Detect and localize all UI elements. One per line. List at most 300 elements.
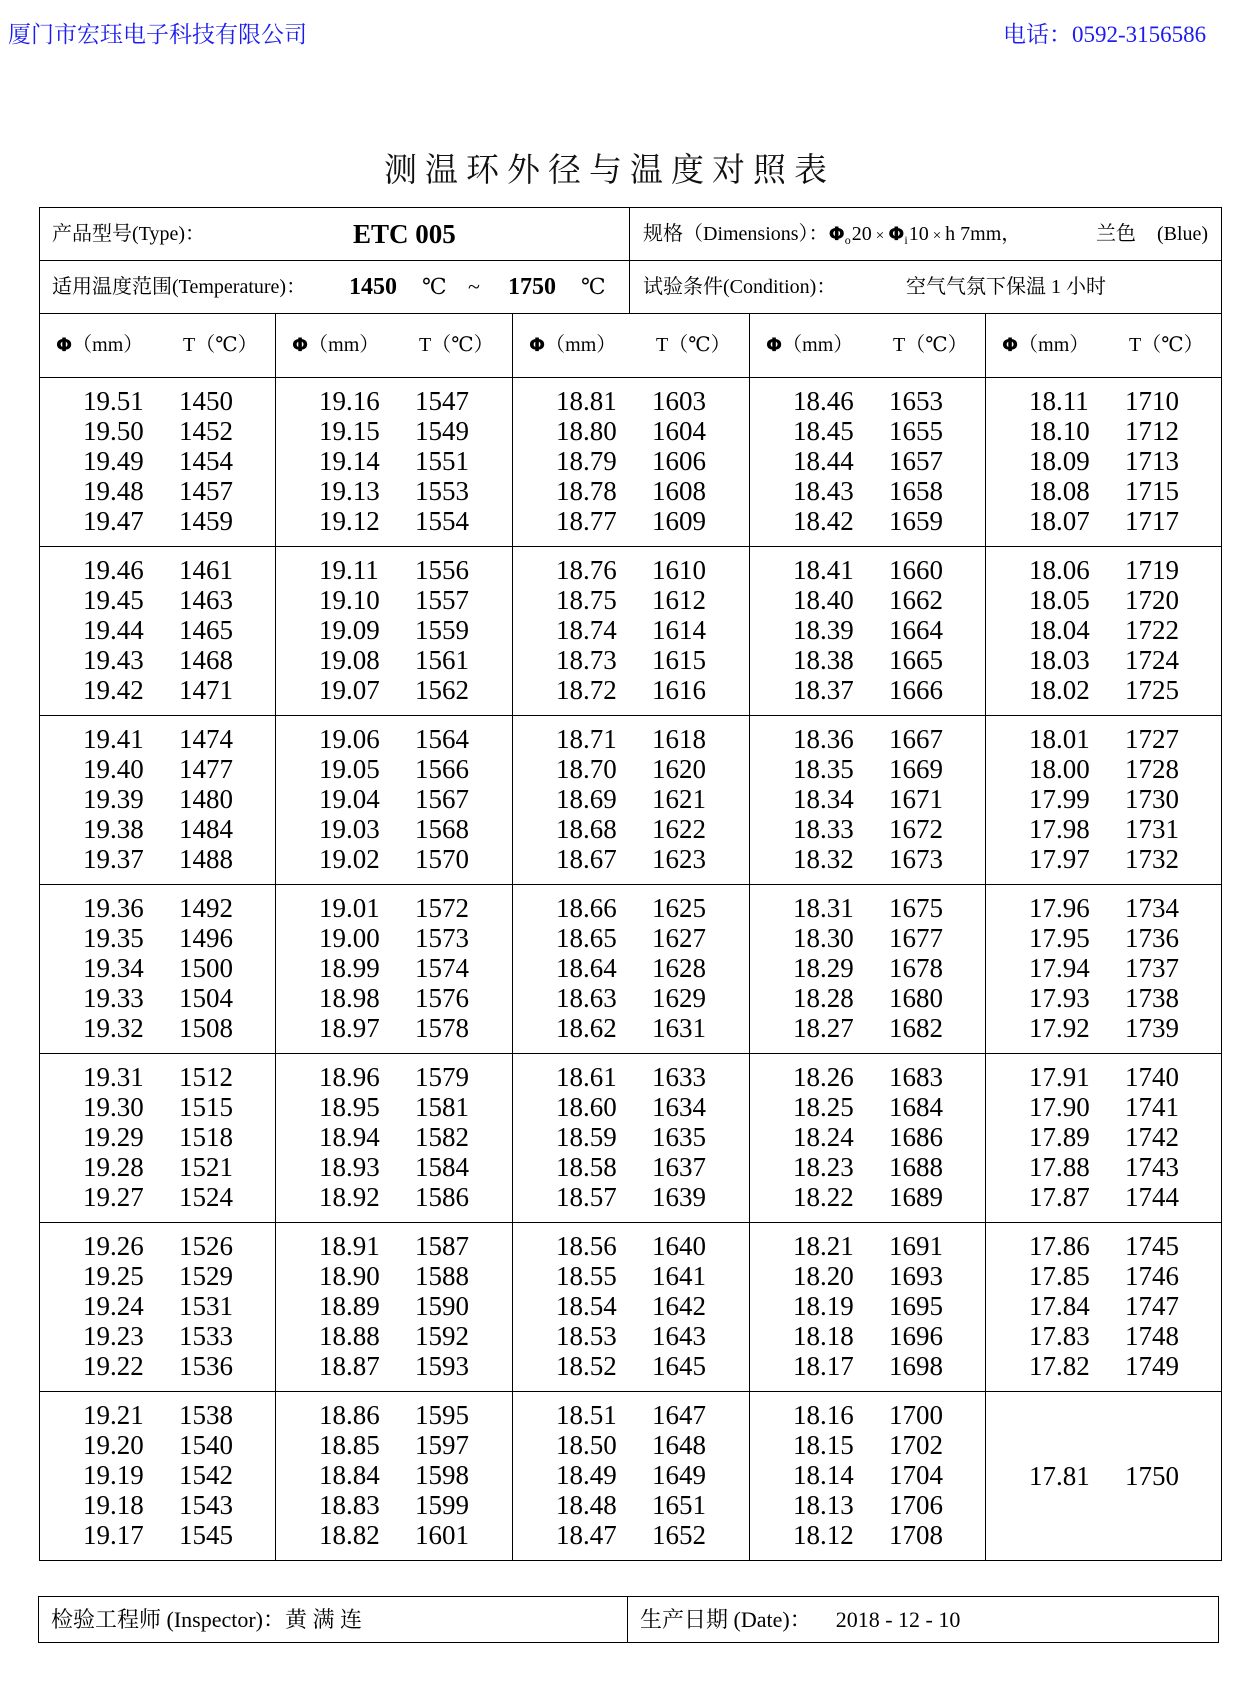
temperature-value: 1641 xyxy=(652,1261,706,1291)
diameter-value: 19.05 xyxy=(319,754,380,784)
phi-symbol: Φ xyxy=(766,334,783,356)
table-row xyxy=(40,506,275,536)
column-header xyxy=(512,314,749,377)
table-row xyxy=(986,814,1221,844)
diameter-value: 18.55 xyxy=(556,1261,617,1291)
table-row xyxy=(513,1231,749,1261)
table-row xyxy=(986,506,1221,536)
temperature-value: 1588 xyxy=(415,1261,469,1291)
diameter-value: 19.06 xyxy=(319,724,380,754)
table-row xyxy=(750,1182,985,1212)
table-row xyxy=(513,645,749,675)
outer-subscript: o xyxy=(844,233,851,247)
temperature-value: 1579 xyxy=(415,1062,469,1092)
temperature-value: 1564 xyxy=(415,724,469,754)
inspector-label: 检验工程师 (Inspector)： xyxy=(51,1607,286,1632)
diameter-value: 18.05 xyxy=(1029,585,1090,615)
table-row xyxy=(750,1291,985,1321)
diameter-value: 18.19 xyxy=(793,1291,854,1321)
table-row xyxy=(276,893,512,923)
temperature-value: 1599 xyxy=(415,1490,469,1520)
table-cell xyxy=(40,547,275,715)
temperature-value: 1492 xyxy=(179,893,233,923)
diameter-value: 18.45 xyxy=(793,416,854,446)
diameter-value: 17.90 xyxy=(1029,1092,1090,1122)
diameter-value: 17.84 xyxy=(1029,1291,1090,1321)
table-row xyxy=(986,983,1221,1013)
table-row xyxy=(750,814,985,844)
diameter-value: 18.87 xyxy=(319,1351,380,1381)
temperature-header: T（℃） xyxy=(893,334,968,356)
temperature-value: 1658 xyxy=(889,476,943,506)
diameter-value: 18.13 xyxy=(793,1490,854,1520)
temperature-value: 1521 xyxy=(179,1152,233,1182)
diameter-value: 18.89 xyxy=(319,1291,380,1321)
diameter-value: 18.73 xyxy=(556,645,617,675)
temperature-value: 1603 xyxy=(652,386,706,416)
temperature-value: 1748 xyxy=(1125,1321,1179,1351)
temperature-value: 1736 xyxy=(1125,923,1179,953)
diameter-value: 18.35 xyxy=(793,754,854,784)
diameter-value: 18.12 xyxy=(793,1520,854,1550)
table-row xyxy=(986,1261,1221,1291)
temperature-value: 1698 xyxy=(889,1351,943,1381)
diameter-unit: （mm） xyxy=(782,334,854,356)
diameter-value: 19.21 xyxy=(83,1400,144,1430)
table-row xyxy=(40,893,275,923)
table-row xyxy=(986,893,1221,923)
dimensions-spec xyxy=(643,208,1021,266)
diameter-value: 17.99 xyxy=(1029,784,1090,814)
table-row xyxy=(750,923,985,953)
temperature-value: 1678 xyxy=(889,953,943,983)
inner-diameter-symbol: Φ xyxy=(888,223,905,245)
diameter-value: 18.29 xyxy=(793,953,854,983)
diameter-value: 18.77 xyxy=(556,506,617,536)
table-row xyxy=(750,1490,985,1520)
diameter-value: 18.11 xyxy=(1029,386,1089,416)
diameter-value: 19.28 xyxy=(83,1152,144,1182)
diameter-value: 18.25 xyxy=(793,1092,854,1122)
table-row xyxy=(40,814,275,844)
table-row xyxy=(750,784,985,814)
diameter-value: 19.00 xyxy=(319,923,380,953)
diameter-value: 19.24 xyxy=(83,1291,144,1321)
table-block-row xyxy=(40,885,1221,1054)
table-row xyxy=(513,416,749,446)
temperature-value: 1496 xyxy=(179,923,233,953)
table-row xyxy=(513,585,749,615)
temperature-value: 1745 xyxy=(1125,1231,1179,1261)
diameter-value: 19.32 xyxy=(83,1013,144,1043)
diameter-header xyxy=(56,314,143,377)
temperature-value: 1682 xyxy=(889,1013,943,1043)
temperature-value: 1660 xyxy=(889,555,943,585)
temperature-value: 1657 xyxy=(889,446,943,476)
table-row xyxy=(513,1321,749,1351)
temperature-value: 1474 xyxy=(179,724,233,754)
temperature-value: 1609 xyxy=(652,506,706,536)
table-row xyxy=(986,386,1221,416)
diameter-value: 17.82 xyxy=(1029,1351,1090,1381)
temperature-header: T（℃） xyxy=(1129,334,1204,356)
temperature-value: 1587 xyxy=(415,1231,469,1261)
diameter-value: 18.56 xyxy=(556,1231,617,1261)
diameter-value: 18.50 xyxy=(556,1430,617,1460)
temperature-value: 1593 xyxy=(415,1351,469,1381)
table-row xyxy=(40,446,275,476)
diameter-value: 17.94 xyxy=(1029,953,1090,983)
diameter-value: 18.70 xyxy=(556,754,617,784)
diameter-value: 18.34 xyxy=(793,784,854,814)
diameter-value: 18.22 xyxy=(793,1182,854,1212)
table-row xyxy=(40,585,275,615)
diameter-value: 18.27 xyxy=(793,1013,854,1043)
table-row xyxy=(750,983,985,1013)
temperature-value: 1529 xyxy=(179,1261,233,1291)
diameter-value: 17.89 xyxy=(1029,1122,1090,1152)
temperature-value: 1471 xyxy=(179,675,233,705)
condition-label: 试验条件(Condition)： xyxy=(643,276,837,298)
table-row xyxy=(750,1430,985,1460)
table-row xyxy=(513,386,749,416)
temperature-value: 1727 xyxy=(1125,724,1179,754)
diameter-value: 18.98 xyxy=(319,983,380,1013)
table-row xyxy=(750,893,985,923)
table-cell xyxy=(749,378,985,546)
diameter-value: 18.14 xyxy=(793,1460,854,1490)
diameter-value: 17.92 xyxy=(1029,1013,1090,1043)
table-row xyxy=(276,585,512,615)
diameter-value: 17.87 xyxy=(1029,1182,1090,1212)
table-row xyxy=(513,555,749,585)
table-row xyxy=(513,1490,749,1520)
diameter-value: 19.20 xyxy=(83,1430,144,1460)
height-value: h 7mm， xyxy=(945,223,1022,245)
table-row xyxy=(750,724,985,754)
table-row xyxy=(750,1122,985,1152)
diameter-value: 19.30 xyxy=(83,1092,144,1122)
table-row xyxy=(513,615,749,645)
diameter-value: 18.96 xyxy=(319,1062,380,1092)
table-row xyxy=(513,1092,749,1122)
diameter-value: 18.53 xyxy=(556,1321,617,1351)
diameter-value: 19.15 xyxy=(319,416,380,446)
table-row xyxy=(40,675,275,705)
table-row xyxy=(750,675,985,705)
table-row xyxy=(513,1460,749,1490)
diameter-value: 19.37 xyxy=(83,844,144,874)
dimensions-label: 规格（Dimensions）： xyxy=(643,223,829,245)
table-row xyxy=(276,506,512,536)
type-label: 产品型号(Type)： xyxy=(52,223,206,245)
temperature-value: 1728 xyxy=(1125,754,1179,784)
diameter-value: 19.48 xyxy=(83,476,144,506)
diameter-value: 19.27 xyxy=(83,1182,144,1212)
table-cell xyxy=(985,1054,1221,1222)
range-separator: ~ xyxy=(468,274,480,299)
diameter-value: 18.57 xyxy=(556,1182,617,1212)
temperature-value: 1664 xyxy=(889,615,943,645)
diameter-value: 18.68 xyxy=(556,814,617,844)
table-row xyxy=(40,1460,275,1490)
table-cell xyxy=(275,885,512,1053)
diameter-value: 19.26 xyxy=(83,1231,144,1261)
temperature-value: 1717 xyxy=(1125,506,1179,536)
table-row xyxy=(40,555,275,585)
calibration-table xyxy=(39,207,1222,1561)
temperature-value: 1512 xyxy=(179,1062,233,1092)
diameter-value: 18.17 xyxy=(793,1351,854,1381)
table-row xyxy=(750,615,985,645)
table-row xyxy=(276,1520,512,1550)
diameter-value: 18.28 xyxy=(793,983,854,1013)
temperature-value: 1712 xyxy=(1125,416,1179,446)
table-row xyxy=(276,1351,512,1381)
table-row xyxy=(750,1092,985,1122)
diameter-value: 17.98 xyxy=(1029,814,1090,844)
table-row xyxy=(276,1231,512,1261)
temperature-value: 1706 xyxy=(889,1490,943,1520)
diameter-value: 18.81 xyxy=(556,386,617,416)
temperature-value: 1700 xyxy=(889,1400,943,1430)
table-row xyxy=(40,416,275,446)
table-row xyxy=(40,615,275,645)
table-cell xyxy=(749,1054,985,1222)
column-header xyxy=(985,314,1221,377)
temperature-value: 1576 xyxy=(415,983,469,1013)
column-header xyxy=(749,314,985,377)
table-row xyxy=(276,754,512,784)
diameter-value: 18.93 xyxy=(319,1152,380,1182)
diameter-value: 18.02 xyxy=(1029,675,1090,705)
table-cell xyxy=(512,716,749,884)
temperature-value: 1743 xyxy=(1125,1152,1179,1182)
temperature-value: 1518 xyxy=(179,1122,233,1152)
temperature-value: 1640 xyxy=(652,1231,706,1261)
diameter-value: 18.18 xyxy=(793,1321,854,1351)
table-cell xyxy=(985,547,1221,715)
table-row xyxy=(276,983,512,1013)
table-row xyxy=(40,844,275,874)
table-row xyxy=(40,645,275,675)
diameter-value: 18.03 xyxy=(1029,645,1090,675)
temperature-value: 1504 xyxy=(179,983,233,1013)
diameter-value: 18.32 xyxy=(793,844,854,874)
diameter-value: 18.74 xyxy=(556,615,617,645)
temperature-value: 1542 xyxy=(179,1460,233,1490)
temperature-value: 1693 xyxy=(889,1261,943,1291)
temperature-value: 1741 xyxy=(1125,1092,1179,1122)
temperature-value: 1559 xyxy=(415,615,469,645)
table-row xyxy=(40,1182,275,1212)
diameter-value: 18.20 xyxy=(793,1261,854,1291)
table-cell xyxy=(275,716,512,884)
table-cell xyxy=(749,1223,985,1391)
diameter-value: 18.58 xyxy=(556,1152,617,1182)
temperature-value: 1592 xyxy=(415,1321,469,1351)
temperature-value: 1572 xyxy=(415,893,469,923)
table-cell xyxy=(40,885,275,1053)
temperature-value: 1553 xyxy=(415,476,469,506)
temperature-value: 1622 xyxy=(652,814,706,844)
table-row xyxy=(986,1461,1221,1491)
temperature-value: 1578 xyxy=(415,1013,469,1043)
diameter-value: 18.38 xyxy=(793,645,854,675)
outer-diameter-value: 20 xyxy=(851,223,872,245)
diameter-value: 19.11 xyxy=(319,555,379,585)
table-row xyxy=(513,1351,749,1381)
diameter-value: 19.07 xyxy=(319,675,380,705)
temperature-value: 1465 xyxy=(179,615,233,645)
table-row xyxy=(750,446,985,476)
table-row xyxy=(40,1092,275,1122)
temperature-value: 1581 xyxy=(415,1092,469,1122)
condition-cell xyxy=(630,261,1221,313)
diameter-value: 18.06 xyxy=(1029,555,1090,585)
company-name: 厦门市宏珏电子科技有限公司 xyxy=(8,22,307,47)
temperature-value: 1620 xyxy=(652,754,706,784)
table-row xyxy=(750,1351,985,1381)
temperature-value: 1468 xyxy=(179,645,233,675)
temperature-value: 1623 xyxy=(652,844,706,874)
diameter-value: 17.91 xyxy=(1029,1062,1090,1092)
diameter-value: 19.46 xyxy=(83,555,144,585)
table-row xyxy=(513,1122,749,1152)
temperature-value: 1642 xyxy=(652,1291,706,1321)
diameter-value: 19.19 xyxy=(83,1460,144,1490)
signature-box xyxy=(38,1596,1219,1643)
column-header xyxy=(275,314,512,377)
color-cn: 兰色 xyxy=(1096,223,1136,245)
table-row xyxy=(513,784,749,814)
temperature-value: 1691 xyxy=(889,1231,943,1261)
diameter-value: 18.41 xyxy=(793,555,854,585)
diameter-value: 18.31 xyxy=(793,893,854,923)
table-row xyxy=(750,953,985,983)
temperature-value: 1713 xyxy=(1125,446,1179,476)
diameter-header xyxy=(292,314,379,377)
diameter-value: 18.48 xyxy=(556,1490,617,1520)
outer-diameter-symbol: Φ xyxy=(828,223,845,245)
table-block-row xyxy=(40,547,1221,716)
diameter-value: 18.95 xyxy=(319,1092,380,1122)
diameter-header xyxy=(529,314,616,377)
diameter-value: 19.34 xyxy=(83,953,144,983)
table-cell xyxy=(40,716,275,884)
temperature-value: 1586 xyxy=(415,1182,469,1212)
temperature-value: 1627 xyxy=(652,923,706,953)
table-row xyxy=(276,386,512,416)
temperature-value: 1616 xyxy=(652,675,706,705)
diameter-value: 18.76 xyxy=(556,555,617,585)
diameter-value: 19.23 xyxy=(83,1321,144,1351)
table-row xyxy=(40,1291,275,1321)
table-row xyxy=(986,844,1221,874)
diameter-value: 19.25 xyxy=(83,1261,144,1291)
table-cell xyxy=(749,716,985,884)
diameter-value: 18.64 xyxy=(556,953,617,983)
diameter-value: 18.94 xyxy=(319,1122,380,1152)
temperature-value: 1601 xyxy=(415,1520,469,1550)
table-row xyxy=(986,923,1221,953)
diameter-value: 18.23 xyxy=(793,1152,854,1182)
diameter-value: 19.08 xyxy=(319,645,380,675)
diameter-value: 19.13 xyxy=(319,476,380,506)
temperature-value: 1665 xyxy=(889,645,943,675)
temperature-value: 1551 xyxy=(415,446,469,476)
diameter-value: 18.37 xyxy=(793,675,854,705)
temperature-value: 1450 xyxy=(179,386,233,416)
info-row-temperature xyxy=(40,261,1221,314)
diameter-value: 18.52 xyxy=(556,1351,617,1381)
diameter-value: 18.51 xyxy=(556,1400,617,1430)
temperature-value: 1556 xyxy=(415,555,469,585)
type-cell xyxy=(40,208,630,260)
inspector-name: 黄 满 连 xyxy=(285,1607,363,1632)
temperature-value: 1584 xyxy=(415,1152,469,1182)
temperature-label: 适用温度范围(Temperature)： xyxy=(52,276,307,298)
table-row xyxy=(986,555,1221,585)
table-row xyxy=(276,844,512,874)
diameter-value: 18.30 xyxy=(793,923,854,953)
diameter-value: 18.07 xyxy=(1029,506,1090,536)
table-row xyxy=(276,814,512,844)
temperature-value: 1545 xyxy=(179,1520,233,1550)
temperature-value: 1666 xyxy=(889,675,943,705)
table-cell xyxy=(275,378,512,546)
table-row xyxy=(513,893,749,923)
temperature-value: 1634 xyxy=(652,1092,706,1122)
table-row xyxy=(513,953,749,983)
temperature-value: 1749 xyxy=(1125,1351,1179,1381)
table-cell xyxy=(40,1054,275,1222)
table-row xyxy=(986,1182,1221,1212)
diameter-value: 17.83 xyxy=(1029,1321,1090,1351)
temperature-value: 1724 xyxy=(1125,645,1179,675)
temperature-value: 1651 xyxy=(652,1490,706,1520)
diameter-value: 18.44 xyxy=(793,446,854,476)
diameter-value: 19.09 xyxy=(319,615,380,645)
diameter-unit: （mm） xyxy=(545,334,617,356)
diameter-value: 18.09 xyxy=(1029,446,1090,476)
table-row xyxy=(750,1062,985,1092)
diameter-value: 19.50 xyxy=(83,416,144,446)
table-row xyxy=(750,476,985,506)
temperature-value: 1526 xyxy=(179,1231,233,1261)
table-row xyxy=(40,1490,275,1520)
table-row xyxy=(40,754,275,784)
temperature-value: 1604 xyxy=(652,416,706,446)
table-cell xyxy=(512,1223,749,1391)
table-row xyxy=(750,645,985,675)
table-row xyxy=(276,615,512,645)
phone-label: 电话： xyxy=(1003,22,1072,47)
table-row xyxy=(513,983,749,1013)
diameter-value: 18.40 xyxy=(793,585,854,615)
date-label: 生产日期 (Date)： xyxy=(640,1607,812,1632)
table-row xyxy=(276,724,512,754)
table-cell xyxy=(749,547,985,715)
page-title: 测温环外径与温度对照表 xyxy=(384,153,835,189)
table-row xyxy=(40,784,275,814)
diameter-value: 19.39 xyxy=(83,784,144,814)
temperature-value: 1561 xyxy=(415,645,469,675)
table-row xyxy=(513,1062,749,1092)
temperature-min: 1450 xyxy=(349,274,397,300)
diameter-value: 18.99 xyxy=(319,953,380,983)
table-row xyxy=(750,844,985,874)
